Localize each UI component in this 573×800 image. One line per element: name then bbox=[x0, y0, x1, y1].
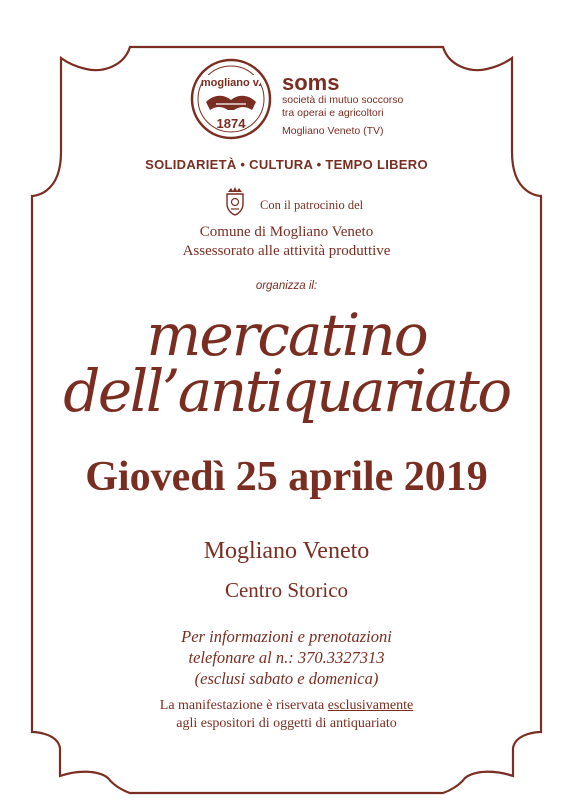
logo-year: 1874 bbox=[216, 116, 246, 131]
soms-name: soms bbox=[282, 70, 340, 95]
patronage-text: Con il patrocinio del bbox=[260, 198, 364, 212]
notice-prefix: La manifestazione è riservata bbox=[159, 698, 328, 713]
event-title-line-2: dell’antiquariato bbox=[63, 357, 510, 425]
comune-name: Comune di Mogliano Veneto bbox=[199, 224, 374, 240]
municipal-crest-icon bbox=[224, 186, 246, 216]
soms-block bbox=[282, 72, 432, 138]
info-phone-line: telefonare al n.: 370.3327313 bbox=[188, 648, 385, 667]
info-line-1: Per informazioni e prenotazioni bbox=[181, 627, 392, 646]
soms-line-2: tra operai e agricoltori bbox=[282, 107, 384, 119]
soms-city: Mogliano Veneto (TV) bbox=[282, 125, 384, 137]
event-date: Giovedì 25 aprile 2019 bbox=[85, 454, 488, 500]
event-city: Mogliano Veneto bbox=[203, 538, 370, 564]
tagline: SOLIDARIETÀ • CULTURA • TEMPO LIBERO bbox=[145, 157, 428, 172]
logo-top-text: mogliano v. bbox=[200, 77, 262, 89]
organizza-label: organizza il: bbox=[255, 280, 318, 292]
event-area: Centro Storico bbox=[224, 578, 349, 602]
soms-line-1: società di mutuo soccorso bbox=[282, 94, 404, 106]
notice-line-2: agli espositori di oggetti di antiquariato bbox=[176, 716, 397, 731]
info-line-3: (esclusi sabato e domenica) bbox=[194, 669, 379, 688]
event-title-line-1: mercatino bbox=[146, 301, 427, 369]
logo-handshake-emblem bbox=[190, 58, 272, 140]
notice-line-1 bbox=[0, 698, 573, 714]
assessorato-name: Assessorato alle attività produttive bbox=[182, 243, 391, 259]
notice-emphasis: esclusivamente bbox=[327, 698, 414, 713]
